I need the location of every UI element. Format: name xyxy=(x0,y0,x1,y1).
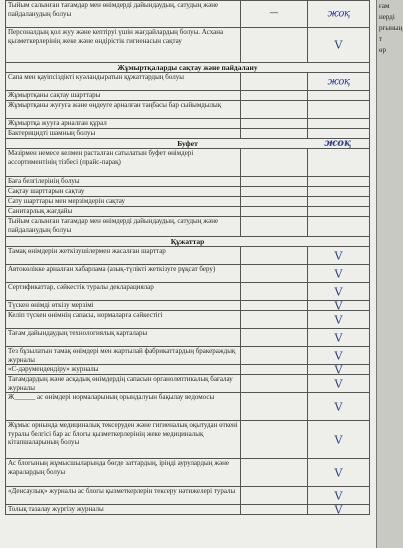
criterion-text: Персоналдың қол жуу және кептіруі үшін жағдайлардың болуы. Асхана қызметкерлерінің жеке және өндірістік гигиенасын сақтау xyxy=(5,28,241,62)
status-cell xyxy=(241,347,308,364)
table-row xyxy=(5,487,370,505)
criterion-text: Тамақ өнімдерін жеткізушілермен жасалған шарттар xyxy=(5,247,241,264)
side-text-3: т xyxy=(379,35,383,43)
criterion-text: Жұмыс орнында медициналық тексеруден және гигиеналық оқытудан өткені туралы белгісі бар ас блогы қызметкерлерінің жеке медициналық кітапшаларының болуы xyxy=(5,421,241,458)
note-cell xyxy=(308,365,370,374)
status-cell xyxy=(241,28,308,62)
note-cell xyxy=(308,459,370,486)
criterion-text: Сақтау шарттарын сақтау xyxy=(5,187,241,196)
note-check-mark: V xyxy=(334,38,343,52)
note-cell xyxy=(308,421,370,458)
note-check-mark: V xyxy=(334,285,343,298)
section-title-text: Буфет xyxy=(177,139,198,148)
note-check-mark: V xyxy=(334,267,343,280)
criterion-text: Мәзірмен немесе келмен расталған сатылатын буфет өнімдері ассортиментінің тізбесі (прайс-парақ) xyxy=(5,149,241,176)
table-row xyxy=(5,347,370,365)
status-cell xyxy=(241,375,308,392)
note-cell xyxy=(308,375,370,392)
criterion-text: Бактерицидті шамның болуы xyxy=(5,129,241,138)
status-cell xyxy=(241,265,308,282)
status-dash-mark: — xyxy=(269,8,279,19)
criterion-text: Жұмыртқа жууға арналған құрал xyxy=(5,119,241,128)
note-handwritten-mark: жоқ xyxy=(327,8,350,20)
status-cell xyxy=(241,247,308,264)
table-row xyxy=(5,91,370,101)
note-cell xyxy=(308,265,370,282)
status-cell xyxy=(241,101,308,118)
note-cell xyxy=(308,487,370,504)
side-text-0: ғам xyxy=(379,2,390,10)
table-row xyxy=(5,207,370,217)
note-cell xyxy=(308,197,370,206)
table-row xyxy=(5,119,370,129)
note-check-mark: V xyxy=(334,349,343,362)
criterion-text: Тыйым салынған тағамдар мен өнімдерді дайындаудың, сатудың және пайдаланудың болуы xyxy=(5,1,241,27)
status-cell xyxy=(241,329,308,346)
note-check-mark: V xyxy=(334,313,343,326)
status-cell xyxy=(241,207,308,216)
criterion-text: Автокөлікке арналған хабарлама (азық-түлікті жеткізуге рұқсат беру) xyxy=(5,265,241,282)
criterion-text: Ж______ ас өнімдері нормаларының орындалуын бақылау ведомосы xyxy=(5,393,241,420)
criterion-text: Сапа мен қауіпсіздікті куәландыратын құжаттардың болуы xyxy=(5,73,241,90)
note-cell xyxy=(308,187,370,196)
status-cell xyxy=(241,421,308,458)
note-check-mark: V xyxy=(334,503,343,516)
table-row xyxy=(5,301,370,311)
note-cell xyxy=(308,28,370,62)
status-cell xyxy=(241,283,308,300)
table-row xyxy=(5,149,370,177)
criterion-text: Тез бұзылатын тамақ өнімдері мен жартылай фабрикаттардың бракераждық журналы xyxy=(5,347,241,364)
table-row xyxy=(5,311,370,329)
status-cell xyxy=(241,129,308,138)
table-row xyxy=(5,393,370,421)
note-check-mark: V xyxy=(334,331,343,344)
note-check-mark: V xyxy=(334,400,343,413)
note-cell xyxy=(308,149,370,176)
side-text-1: нерді xyxy=(379,13,395,21)
note-cell xyxy=(308,91,370,100)
criterion-text: Түскен өнімді өткізу мерзімі xyxy=(5,301,241,310)
section-header-row xyxy=(5,63,370,73)
note-cell xyxy=(308,129,370,138)
note-check-mark: V xyxy=(334,249,343,262)
section-handwritten-mark: жоқ xyxy=(324,138,351,149)
table-row xyxy=(5,283,370,301)
table-row xyxy=(5,28,370,63)
table-row xyxy=(5,101,370,119)
table-row xyxy=(5,365,370,375)
criterion-text: Келіп түскен өнімнің сапасы, нормаларға сәйкестігі xyxy=(5,311,241,328)
section-title xyxy=(5,139,370,148)
table-row xyxy=(5,329,370,347)
note-cell xyxy=(308,393,370,420)
status-cell xyxy=(241,311,308,328)
section-title-text: Құжаттар xyxy=(170,237,205,246)
table-row xyxy=(5,459,370,487)
criterion-text: «С-дәрумендендіру» журналы xyxy=(5,365,241,374)
status-cell xyxy=(241,73,308,90)
note-cell xyxy=(308,119,370,128)
status-cell xyxy=(241,393,308,420)
table-row xyxy=(5,177,370,187)
status-cell xyxy=(241,197,308,206)
criterion-text: Баға белгілерінің болуы xyxy=(5,177,241,186)
status-cell xyxy=(241,177,308,186)
criterion-text: Жұмыртқаны жуғуға және өңдеуге арналған таңбасы бар сыйымдылық xyxy=(5,101,241,118)
note-cell xyxy=(308,1,370,27)
status-cell xyxy=(241,1,308,27)
criterion-text: Ас блогының жұмысшыларында бөгде заттардың, іріңді аурулардың және жаралардың болуы xyxy=(5,459,241,486)
note-check-mark: V xyxy=(334,299,343,312)
status-cell xyxy=(241,487,308,504)
status-cell xyxy=(241,91,308,100)
table-row xyxy=(5,187,370,197)
note-cell xyxy=(308,311,370,328)
table-row xyxy=(5,375,370,393)
side-text-4: өр xyxy=(379,46,386,54)
table-row xyxy=(5,197,370,207)
note-cell xyxy=(308,347,370,364)
status-cell xyxy=(241,217,308,236)
criterion-text: Санитарлық жағдайы xyxy=(5,207,241,216)
section-header-row xyxy=(5,237,370,247)
criterion-text: Толық тазалау жүргізу журналы xyxy=(5,505,241,514)
note-cell xyxy=(308,283,370,300)
status-cell xyxy=(241,187,308,196)
section-title-text: Жұмыртқаларды сақтау және пайдалану xyxy=(117,63,258,72)
note-check-mark: V xyxy=(334,466,343,479)
note-cell xyxy=(308,505,370,514)
adjacent-page-edge xyxy=(376,0,403,548)
note-check-mark: V xyxy=(334,377,343,390)
note-check-mark: V xyxy=(334,489,343,502)
status-cell xyxy=(241,365,308,374)
criterion-text: «Денсаулық» журналы ас блогы қызметкерлерін тексеру нәтижелері туралы xyxy=(5,487,241,504)
note-check-mark: V xyxy=(334,363,343,376)
status-cell xyxy=(241,505,308,514)
note-cell xyxy=(308,217,370,236)
status-cell xyxy=(241,149,308,176)
note-cell xyxy=(308,207,370,216)
criterion-text: Тағамдардың және асқадық өнімдердің сапасын органолептикалық бағалау журналы xyxy=(5,375,241,392)
note-handwritten-mark: жоқ xyxy=(327,76,350,87)
section-title xyxy=(5,237,370,246)
status-cell xyxy=(241,459,308,486)
inspection-table xyxy=(5,0,370,515)
criterion-text: Сертификаттар, сәйкестік туралы декларациялар xyxy=(5,283,241,300)
note-cell xyxy=(308,177,370,186)
table-row xyxy=(5,421,370,459)
note-cell xyxy=(308,73,370,90)
criterion-text: Сату шарттары мен мерзімдерін сақтау xyxy=(5,197,241,206)
table-row xyxy=(5,1,370,28)
section-title xyxy=(5,63,370,72)
note-check-mark: V xyxy=(334,433,343,446)
criterion-text: Тыйым салынған тағамдар мен өнімдерді дайындаудың, сатудың және пайдаланудың болуы xyxy=(5,217,241,236)
note-cell xyxy=(308,329,370,346)
side-text-2: рғының xyxy=(379,24,403,32)
table-row xyxy=(5,129,370,139)
criterion-text: Тағам дайындаудың технологиялық карталары xyxy=(5,329,241,346)
table-row xyxy=(5,265,370,283)
note-cell xyxy=(308,301,370,310)
table-row xyxy=(5,73,370,91)
status-cell xyxy=(241,119,308,128)
criterion-text: Жұмыртқаны сақтау шарттары xyxy=(5,91,241,100)
table-row xyxy=(5,505,370,515)
table-row xyxy=(5,247,370,265)
table-row xyxy=(5,217,370,237)
section-header-row xyxy=(5,139,370,149)
note-cell xyxy=(308,247,370,264)
note-cell xyxy=(308,101,370,118)
status-cell xyxy=(241,301,308,310)
